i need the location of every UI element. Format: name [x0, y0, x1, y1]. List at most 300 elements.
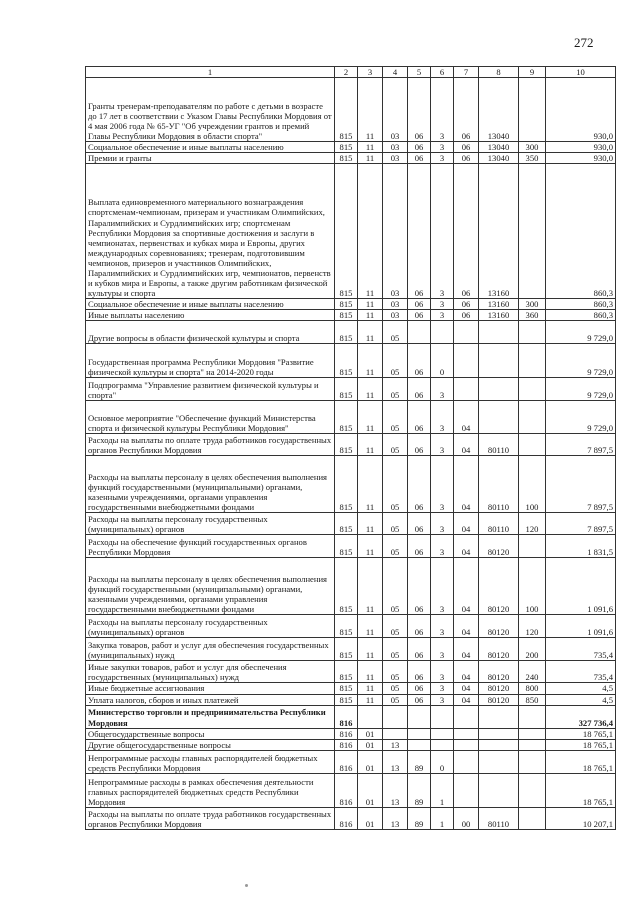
- subsection-code-cell: 05: [383, 401, 408, 434]
- expense-type-cell: [519, 78, 546, 142]
- section-code-cell: 815: [335, 513, 358, 535]
- section-code-cell: 816: [335, 750, 358, 773]
- table-row: [86, 78, 616, 142]
- row-name-cell: Закупка товаров, работ и услуг для обеспечения государственных (муниципальных) нужд: [86, 638, 335, 661]
- row-name-cell: Другие общегосударственные вопросы: [86, 739, 335, 750]
- row-name-cell: Гранты тренерам-преподавателям по работе с детьми в возрасте до 17 лет в соответствии с Указом Главы Республики Мордовия от 4 мая 2006 года № 65-УГ "Об учреждении грантов и премий Главы Республики Мордовия в области спорта": [86, 78, 335, 142]
- target-article-cell: 80120: [479, 535, 519, 558]
- section-code-cell: 815: [335, 321, 358, 344]
- amount-cell: 18 765,1: [546, 739, 616, 750]
- section-code-cell: 815: [335, 615, 358, 638]
- row-name-cell: Государственная программа Республики Мордовия "Развитие физической культуры и спорта" на 2014-2020 годы: [86, 344, 335, 378]
- target-article-cell: 80120: [479, 638, 519, 661]
- subsection-code-cell: 05: [383, 513, 408, 535]
- subsection-code-cell: 03: [383, 164, 408, 299]
- activity-code-cell: 04: [454, 535, 479, 558]
- row-name-cell: Уплата налогов, сборов и иных платежей: [86, 694, 335, 705]
- section-code-cell: 815: [335, 78, 358, 142]
- target-article-cell: [479, 773, 519, 807]
- chapter-code-cell: 11: [358, 78, 383, 142]
- subsection-code-cell: 13: [383, 739, 408, 750]
- table-row: [86, 299, 616, 310]
- row-name-cell: Премии и гранты: [86, 153, 335, 164]
- chapter-code-cell: 11: [358, 456, 383, 513]
- activity-code-cell: 04: [454, 661, 479, 683]
- target-article-cell: 80110: [479, 513, 519, 535]
- column-header: 3: [358, 67, 383, 78]
- program-code-cell: 06: [408, 558, 431, 615]
- target-article-cell: 13040: [479, 78, 519, 142]
- section-code-cell: 815: [335, 694, 358, 705]
- subsection-code-cell: 05: [383, 661, 408, 683]
- row-name-cell: Расходы на выплаты по оплате труда работников государственных органов Республики Мордовия: [86, 807, 335, 829]
- amount-cell: 7 897,5: [546, 513, 616, 535]
- page-number: 272: [574, 35, 594, 50]
- chapter-code-cell: 11: [358, 344, 383, 378]
- target-article-cell: 80120: [479, 558, 519, 615]
- subprogram-code-cell: 3: [431, 401, 454, 434]
- table-row: [86, 310, 616, 321]
- table-row: [86, 535, 616, 558]
- program-code-cell: 06: [408, 456, 431, 513]
- section-code-cell: 815: [335, 299, 358, 310]
- chapter-code-cell: 11: [358, 142, 383, 153]
- activity-code-cell: 04: [454, 401, 479, 434]
- amount-cell: 18 765,1: [546, 750, 616, 773]
- subsection-code-cell: 05: [383, 535, 408, 558]
- subprogram-code-cell: 3: [431, 434, 454, 456]
- subprogram-code-cell: 3: [431, 456, 454, 513]
- row-name-cell: Социальное обеспечение и иные выплаты населению: [86, 299, 335, 310]
- column-header: 5: [408, 67, 431, 78]
- subsection-code-cell: 05: [383, 456, 408, 513]
- program-code-cell: [408, 705, 431, 728]
- program-code-cell: [408, 739, 431, 750]
- activity-code-cell: [454, 750, 479, 773]
- activity-code-cell: 06: [454, 299, 479, 310]
- expense-type-cell: [519, 401, 546, 434]
- section-code-cell: 815: [335, 456, 358, 513]
- activity-code-cell: 04: [454, 434, 479, 456]
- target-article-cell: [479, 401, 519, 434]
- expense-type-cell: [519, 728, 546, 739]
- chapter-code-cell: [358, 705, 383, 728]
- subprogram-code-cell: 1: [431, 807, 454, 829]
- target-article-cell: 80120: [479, 683, 519, 694]
- activity-code-cell: 06: [454, 153, 479, 164]
- activity-code-cell: 04: [454, 615, 479, 638]
- table-row: [86, 153, 616, 164]
- expense-type-cell: 240: [519, 661, 546, 683]
- expense-type-cell: [519, 807, 546, 829]
- table-row: [86, 683, 616, 694]
- subprogram-code-cell: 3: [431, 638, 454, 661]
- section-code-cell: 816: [335, 739, 358, 750]
- subsection-code-cell: 05: [383, 558, 408, 615]
- amount-cell: 9 729,0: [546, 321, 616, 344]
- amount-cell: 4,5: [546, 694, 616, 705]
- chapter-code-cell: 01: [358, 739, 383, 750]
- chapter-code-cell: 11: [358, 310, 383, 321]
- row-name-cell: Иные закупки товаров, работ и услуг для обеспечения государственных (муниципальных) нужд: [86, 661, 335, 683]
- table-row: [86, 739, 616, 750]
- expense-type-cell: [519, 535, 546, 558]
- chapter-code-cell: 11: [358, 694, 383, 705]
- expense-type-cell: 360: [519, 310, 546, 321]
- section-code-cell: 815: [335, 434, 358, 456]
- amount-cell: 735,4: [546, 661, 616, 683]
- subprogram-code-cell: 3: [431, 142, 454, 153]
- activity-code-cell: [454, 705, 479, 728]
- target-article-cell: 80120: [479, 615, 519, 638]
- row-name-cell: Иные бюджетные ассигнования: [86, 683, 335, 694]
- target-article-cell: 13040: [479, 153, 519, 164]
- expense-type-cell: 100: [519, 456, 546, 513]
- expense-type-cell: 200: [519, 638, 546, 661]
- amount-cell: 9 729,0: [546, 401, 616, 434]
- activity-code-cell: 04: [454, 456, 479, 513]
- subprogram-code-cell: 1: [431, 773, 454, 807]
- amount-cell: 7 897,5: [546, 434, 616, 456]
- activity-code-cell: [454, 773, 479, 807]
- subprogram-code-cell: 3: [431, 558, 454, 615]
- amount-cell: 327 736,4: [546, 705, 616, 728]
- row-name-cell: Социальное обеспечение и иные выплаты населению: [86, 142, 335, 153]
- activity-code-cell: 06: [454, 164, 479, 299]
- chapter-code-cell: 11: [358, 164, 383, 299]
- row-name-cell: Непрограммные расходы главных распорядителей бюджетных средств Республики Мордовия: [86, 750, 335, 773]
- activity-code-cell: 06: [454, 78, 479, 142]
- chapter-code-cell: 11: [358, 661, 383, 683]
- activity-code-cell: 04: [454, 683, 479, 694]
- target-article-cell: [479, 750, 519, 773]
- table-row: [86, 773, 616, 807]
- activity-code-cell: 04: [454, 513, 479, 535]
- column-header: 7: [454, 67, 479, 78]
- amount-cell: 860,3: [546, 310, 616, 321]
- subsection-code-cell: 05: [383, 615, 408, 638]
- table-header-row: [86, 67, 616, 78]
- expense-type-cell: 120: [519, 615, 546, 638]
- subsection-code-cell: 03: [383, 310, 408, 321]
- subsection-code-cell: 05: [383, 694, 408, 705]
- column-header: 1: [86, 67, 335, 78]
- chapter-code-cell: 11: [358, 615, 383, 638]
- activity-code-cell: [454, 321, 479, 344]
- program-code-cell: 89: [408, 773, 431, 807]
- subsection-code-cell: 05: [383, 321, 408, 344]
- chapter-code-cell: 11: [358, 299, 383, 310]
- expense-type-cell: [519, 321, 546, 344]
- program-code-cell: [408, 728, 431, 739]
- expense-type-cell: [519, 378, 546, 401]
- amount-cell: 18 765,1: [546, 728, 616, 739]
- row-name-cell: Расходы на обеспечение функций государственных органов Республики Мордовия: [86, 535, 335, 558]
- chapter-code-cell: 11: [358, 378, 383, 401]
- amount-cell: 860,3: [546, 299, 616, 310]
- subsection-code-cell: 05: [383, 378, 408, 401]
- row-name-cell: Иные выплаты населению: [86, 310, 335, 321]
- chapter-code-cell: 11: [358, 683, 383, 694]
- program-code-cell: 06: [408, 78, 431, 142]
- expense-type-cell: 300: [519, 142, 546, 153]
- table-row: [86, 558, 616, 615]
- activity-code-cell: 00: [454, 807, 479, 829]
- chapter-code-cell: 01: [358, 750, 383, 773]
- amount-cell: 1 831,5: [546, 535, 616, 558]
- row-name-cell: Расходы на выплаты персоналу государственных (муниципальных) органов: [86, 615, 335, 638]
- target-article-cell: 13160: [479, 299, 519, 310]
- program-code-cell: 06: [408, 694, 431, 705]
- amount-cell: 1 091,6: [546, 615, 616, 638]
- program-code-cell: 06: [408, 310, 431, 321]
- target-article-cell: 80120: [479, 694, 519, 705]
- expense-type-cell: 100: [519, 558, 546, 615]
- amount-cell: 10 207,1: [546, 807, 616, 829]
- table-row: [86, 401, 616, 434]
- row-name-cell: Расходы на выплаты персоналу в целях обеспечения выполнения функций государственными (муниципальными) органами, казенными учреждениями, органами управления государственными внебюджетными фондами: [86, 558, 335, 615]
- table-row: [86, 694, 616, 705]
- table-row: [86, 378, 616, 401]
- subprogram-code-cell: 3: [431, 378, 454, 401]
- subsection-code-cell: 03: [383, 142, 408, 153]
- subsection-code-cell: 05: [383, 683, 408, 694]
- chapter-code-cell: 11: [358, 513, 383, 535]
- section-code-cell: 815: [335, 153, 358, 164]
- subprogram-code-cell: 0: [431, 344, 454, 378]
- row-name-cell: Расходы на выплаты персоналу в целях обеспечения выполнения функций государственными (муниципальными) органами, казенными учреждениями, органами управления государственными внебюджетными фондами: [86, 456, 335, 513]
- amount-cell: 930,0: [546, 142, 616, 153]
- program-code-cell: 06: [408, 299, 431, 310]
- target-article-cell: [479, 344, 519, 378]
- table-row: [86, 513, 616, 535]
- target-article-cell: [479, 728, 519, 739]
- expense-type-cell: 120: [519, 513, 546, 535]
- section-code-cell: 816: [335, 728, 358, 739]
- expense-type-cell: 800: [519, 683, 546, 694]
- section-code-cell: 815: [335, 164, 358, 299]
- table-row: [86, 638, 616, 661]
- expense-type-cell: [519, 164, 546, 299]
- chapter-code-cell: 11: [358, 434, 383, 456]
- subprogram-code-cell: [431, 739, 454, 750]
- program-code-cell: 06: [408, 401, 431, 434]
- activity-code-cell: [454, 739, 479, 750]
- column-header: 4: [383, 67, 408, 78]
- column-header: 9: [519, 67, 546, 78]
- expense-type-cell: [519, 705, 546, 728]
- section-code-cell: 815: [335, 378, 358, 401]
- activity-code-cell: [454, 378, 479, 401]
- table-row: [86, 164, 616, 299]
- subprogram-code-cell: 3: [431, 661, 454, 683]
- program-code-cell: 06: [408, 164, 431, 299]
- table-row: [86, 344, 616, 378]
- expense-type-cell: 350: [519, 153, 546, 164]
- activity-code-cell: [454, 728, 479, 739]
- table-row: [86, 434, 616, 456]
- subprogram-code-cell: 3: [431, 153, 454, 164]
- amount-cell: 930,0: [546, 78, 616, 142]
- subprogram-code-cell: 3: [431, 310, 454, 321]
- amount-cell: 735,4: [546, 638, 616, 661]
- section-code-cell: 815: [335, 142, 358, 153]
- subsection-code-cell: 05: [383, 434, 408, 456]
- section-code-cell: 815: [335, 638, 358, 661]
- activity-code-cell: 04: [454, 558, 479, 615]
- activity-code-cell: [454, 344, 479, 378]
- chapter-code-cell: 01: [358, 728, 383, 739]
- subsection-code-cell: 13: [383, 773, 408, 807]
- subprogram-code-cell: [431, 728, 454, 739]
- subsection-code-cell: [383, 728, 408, 739]
- subprogram-code-cell: [431, 705, 454, 728]
- target-article-cell: 80110: [479, 434, 519, 456]
- program-code-cell: 06: [408, 434, 431, 456]
- subsection-code-cell: 03: [383, 299, 408, 310]
- chapter-code-cell: 11: [358, 535, 383, 558]
- expense-type-cell: [519, 739, 546, 750]
- chapter-code-cell: 11: [358, 321, 383, 344]
- section-code-cell: 815: [335, 683, 358, 694]
- program-code-cell: 06: [408, 153, 431, 164]
- activity-code-cell: 06: [454, 142, 479, 153]
- row-name-cell: Подпрограмма "Управление развитием физической культуры и спорта": [86, 378, 335, 401]
- scan-dot: [245, 884, 248, 887]
- amount-cell: 930,0: [546, 153, 616, 164]
- row-name-cell: Выплата единовременного материального вознаграждения спортсменам-чемпионам, призерам и участникам Олимпийских, Паралимпийских и Сурдлимпийских игр; спортсменам Республики Мордовия за спортивные достижения и заслуги в чемпионатах, первенствах и кубках мира и Европы, других международных соревнованиях; тренерам, подготовившим чемпионов, призеров и участников Олимпийских, Паралимпийских и Сурдлимпийских игр, чемпионатов, первенств и кубков мира и Европы, а также другим работникам физической культуры и спорта: [86, 164, 335, 299]
- column-header: 2: [335, 67, 358, 78]
- amount-cell: 1 091,6: [546, 558, 616, 615]
- program-code-cell: 06: [408, 661, 431, 683]
- target-article-cell: 80110: [479, 807, 519, 829]
- program-code-cell: [408, 321, 431, 344]
- program-code-cell: 89: [408, 807, 431, 829]
- subsection-code-cell: 13: [383, 750, 408, 773]
- subprogram-code-cell: 3: [431, 535, 454, 558]
- row-name-cell: Расходы на выплаты по оплате труда работников государственных органов Республики Мордовия: [86, 434, 335, 456]
- subprogram-code-cell: 3: [431, 164, 454, 299]
- activity-code-cell: 04: [454, 694, 479, 705]
- program-code-cell: 06: [408, 683, 431, 694]
- amount-cell: 7 897,5: [546, 456, 616, 513]
- table-row: [86, 615, 616, 638]
- table-row: [86, 456, 616, 513]
- subprogram-code-cell: [431, 321, 454, 344]
- table-row: [86, 705, 616, 728]
- expense-type-cell: [519, 434, 546, 456]
- row-name-cell: Министерство торговли и предпринимательства Республики Мордовия: [86, 705, 335, 728]
- subprogram-code-cell: 0: [431, 750, 454, 773]
- table-row: [86, 321, 616, 344]
- target-article-cell: 13040: [479, 142, 519, 153]
- table-row: [86, 142, 616, 153]
- expense-type-cell: [519, 344, 546, 378]
- subsection-code-cell: 05: [383, 638, 408, 661]
- column-header: 10: [546, 67, 616, 78]
- section-code-cell: 816: [335, 705, 358, 728]
- section-code-cell: 815: [335, 344, 358, 378]
- column-header: 6: [431, 67, 454, 78]
- program-code-cell: 06: [408, 378, 431, 401]
- target-article-cell: 13160: [479, 164, 519, 299]
- subsection-code-cell: 13: [383, 807, 408, 829]
- program-code-cell: 06: [408, 535, 431, 558]
- amount-cell: 18 765,1: [546, 773, 616, 807]
- section-code-cell: 816: [335, 807, 358, 829]
- section-code-cell: 816: [335, 773, 358, 807]
- subprogram-code-cell: 3: [431, 299, 454, 310]
- chapter-code-cell: 01: [358, 807, 383, 829]
- program-code-cell: 89: [408, 750, 431, 773]
- section-code-cell: 815: [335, 558, 358, 615]
- subprogram-code-cell: 3: [431, 78, 454, 142]
- budget-table: [85, 66, 616, 830]
- target-article-cell: [479, 705, 519, 728]
- activity-code-cell: 04: [454, 638, 479, 661]
- amount-cell: 9 729,0: [546, 378, 616, 401]
- amount-cell: 4,5: [546, 683, 616, 694]
- table-row: [86, 807, 616, 829]
- chapter-code-cell: 11: [358, 558, 383, 615]
- expense-type-cell: [519, 750, 546, 773]
- amount-cell: 9 729,0: [546, 344, 616, 378]
- row-name-cell: Общегосударственные вопросы: [86, 728, 335, 739]
- section-code-cell: 815: [335, 661, 358, 683]
- target-article-cell: 80110: [479, 456, 519, 513]
- subprogram-code-cell: 3: [431, 683, 454, 694]
- target-article-cell: 80120: [479, 661, 519, 683]
- subprogram-code-cell: 3: [431, 694, 454, 705]
- target-article-cell: [479, 321, 519, 344]
- row-name-cell: Другие вопросы в области физической культуры и спорта: [86, 321, 335, 344]
- target-article-cell: [479, 739, 519, 750]
- expense-type-cell: [519, 773, 546, 807]
- expense-type-cell: 300: [519, 299, 546, 310]
- program-code-cell: 06: [408, 344, 431, 378]
- program-code-cell: 06: [408, 513, 431, 535]
- section-code-cell: 815: [335, 310, 358, 321]
- amount-cell: 860,3: [546, 164, 616, 299]
- subprogram-code-cell: 3: [431, 513, 454, 535]
- section-code-cell: 815: [335, 535, 358, 558]
- subsection-code-cell: 03: [383, 153, 408, 164]
- table-row: [86, 728, 616, 739]
- row-name-cell: Основное мероприятие "Обеспечение функций Министерства спорта и физической культуры Республики Мордовия": [86, 401, 335, 434]
- program-code-cell: 06: [408, 638, 431, 661]
- target-article-cell: [479, 378, 519, 401]
- expense-type-cell: 850: [519, 694, 546, 705]
- activity-code-cell: 06: [454, 310, 479, 321]
- row-name-cell: Непрограммные расходы в рамках обеспечения деятельности главных распорядителей бюджетных средств Республики Мордовия: [86, 773, 335, 807]
- table-row: [86, 661, 616, 683]
- target-article-cell: 13160: [479, 310, 519, 321]
- chapter-code-cell: 11: [358, 638, 383, 661]
- chapter-code-cell: 11: [358, 153, 383, 164]
- program-code-cell: 06: [408, 142, 431, 153]
- row-name-cell: Расходы на выплаты персоналу государственных (муниципальных) органов: [86, 513, 335, 535]
- subsection-code-cell: [383, 705, 408, 728]
- subsection-code-cell: 05: [383, 344, 408, 378]
- program-code-cell: 06: [408, 615, 431, 638]
- table-row: [86, 750, 616, 773]
- chapter-code-cell: 01: [358, 773, 383, 807]
- subprogram-code-cell: 3: [431, 615, 454, 638]
- subsection-code-cell: 03: [383, 78, 408, 142]
- chapter-code-cell: 11: [358, 401, 383, 434]
- section-code-cell: 815: [335, 401, 358, 434]
- column-header: 8: [479, 67, 519, 78]
